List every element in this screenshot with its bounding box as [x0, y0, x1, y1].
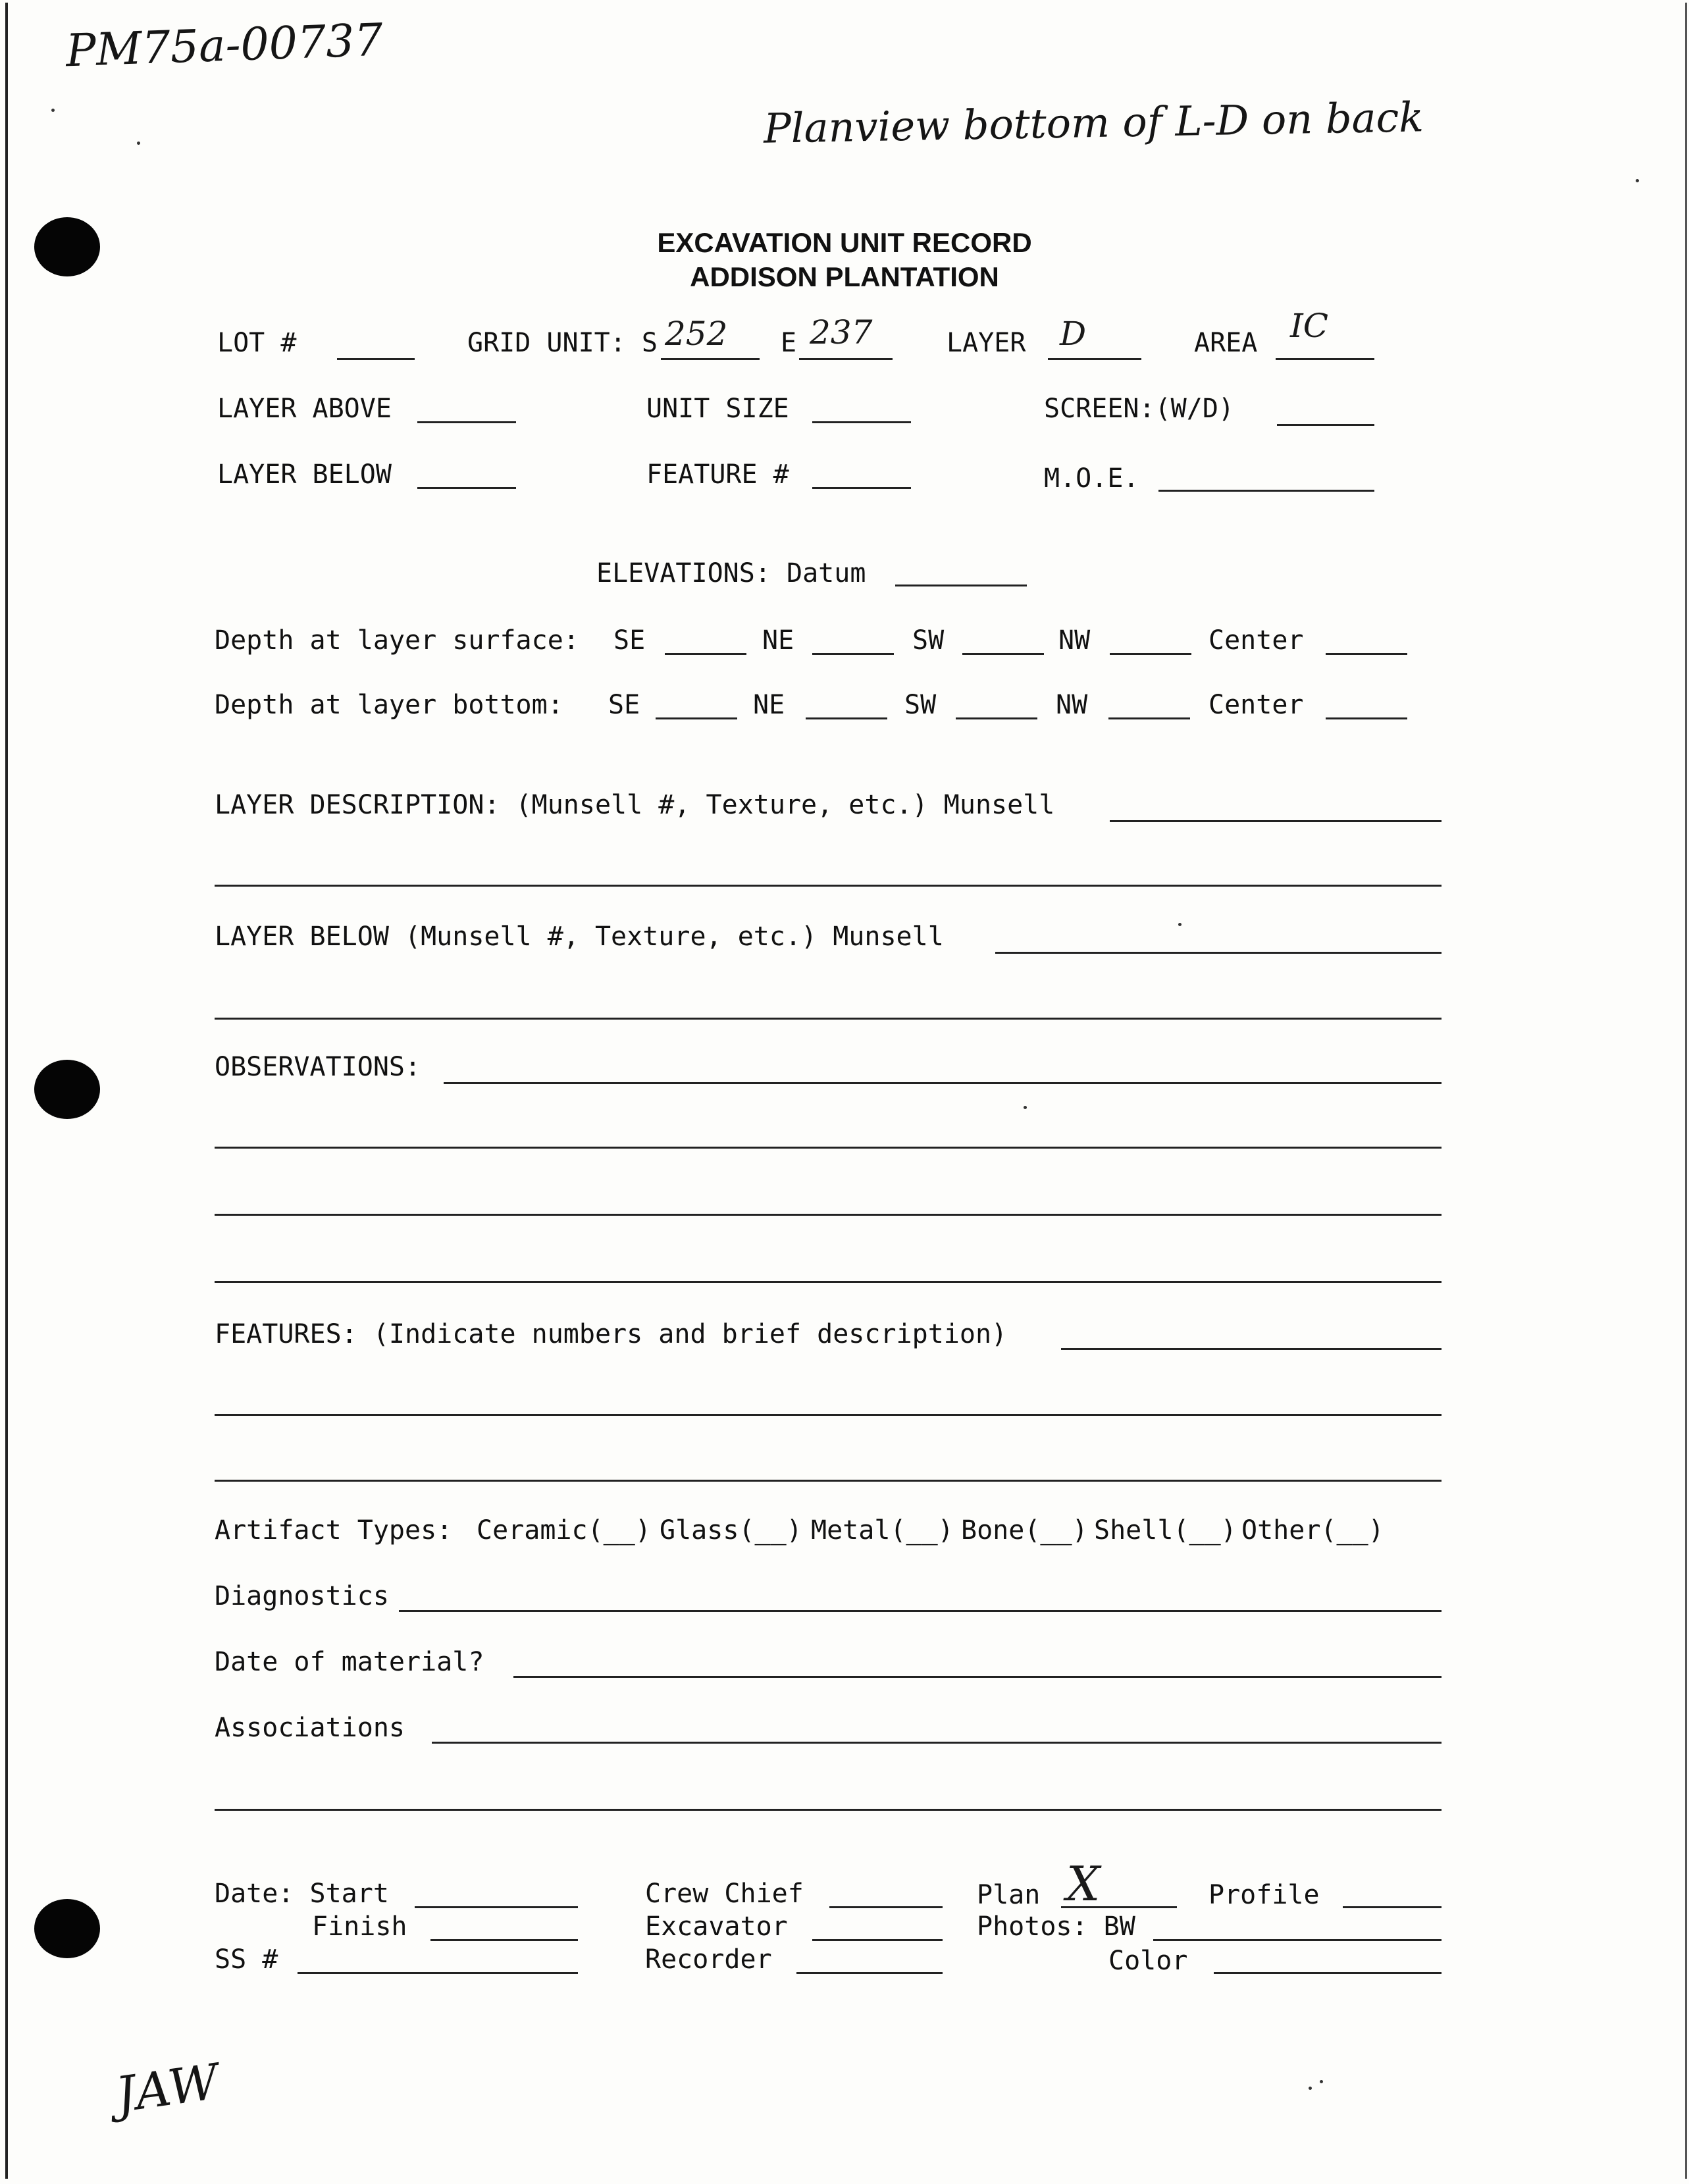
initials-handwritten: JAW	[112, 2053, 222, 2124]
bottom-nw-line	[1108, 717, 1190, 719]
speck	[137, 142, 140, 145]
layer-line	[1048, 358, 1141, 360]
artifact-metal: Metal(__)	[811, 1515, 954, 1546]
area-line	[1276, 358, 1374, 360]
surface-nw-line	[1110, 653, 1191, 655]
grid-unit-s-value: 252	[665, 315, 728, 353]
surface-se-line	[665, 653, 746, 655]
moe-line	[1158, 490, 1374, 492]
bottom-ne-line	[806, 717, 887, 719]
observations-line-4	[215, 1281, 1442, 1283]
layer-description-line-1	[1110, 820, 1442, 822]
bottom-se-label: SE	[608, 690, 640, 720]
layer-below-description-label: LAYER BELOW (Munsell #, Texture, etc.) Munsell	[215, 922, 944, 952]
elevations-datum-label: ELEVATIONS: Datum	[596, 558, 866, 588]
datum-line	[895, 585, 1027, 586]
depth-bottom-label: Depth at layer bottom:	[215, 690, 563, 720]
profile-line	[1343, 1906, 1442, 1908]
associations-line-1	[432, 1742, 1442, 1744]
feature-line	[812, 487, 911, 489]
lot-line	[337, 358, 415, 360]
excavator-line	[812, 1939, 943, 1941]
grid-unit-e-value: 237	[810, 313, 873, 351]
form-subtitle: ADDISON PLANTATION	[690, 261, 999, 292]
layer-below-line	[417, 487, 516, 489]
lot-label: LOT #	[217, 328, 297, 358]
surface-nw-label: NW	[1058, 625, 1091, 656]
area-label: AREA	[1194, 328, 1258, 358]
observations-line-2	[215, 1147, 1442, 1149]
artifact-types-label: Artifact Types:	[215, 1515, 453, 1546]
speck	[1024, 1106, 1027, 1109]
artifact-ceramic: Ceramic(__)	[477, 1515, 651, 1546]
layer-below-label: LAYER BELOW	[217, 459, 392, 490]
grid-s-line	[661, 358, 760, 360]
crew-chief-label: Crew Chief	[645, 1879, 804, 1909]
unit-size-label: UNIT SIZE	[646, 394, 789, 424]
depth-surface-label: Depth at layer surface:	[215, 625, 579, 656]
speck	[1636, 179, 1639, 182]
ss-label: SS #	[215, 1944, 278, 1975]
photos-bw-label: Photos: BW	[977, 1911, 1135, 1942]
feature-label: FEATURE #	[646, 459, 789, 490]
associations-label: Associations	[215, 1713, 405, 1743]
top-note-handwritten: Planview bottom of L-D on back	[763, 93, 1424, 153]
bottom-sw-line	[956, 717, 1037, 719]
bottom-sw-label: SW	[904, 690, 937, 720]
features-line-1	[1061, 1348, 1442, 1350]
layer-below-line-1	[995, 952, 1442, 954]
artifact-other: Other(__)	[1241, 1515, 1384, 1546]
surface-sw-line	[962, 653, 1044, 655]
unit-size-line	[812, 421, 911, 423]
layer-label: LAYER	[947, 328, 1026, 358]
associations-line-2	[215, 1809, 1442, 1811]
recorder-line	[796, 1972, 943, 1974]
surface-center-label: Center	[1208, 625, 1304, 656]
features-label: FEATURES: (Indicate numbers and brief description)	[215, 1319, 1008, 1349]
surface-center-line	[1326, 653, 1407, 655]
speck	[1178, 923, 1182, 926]
grid-e-line	[799, 358, 893, 360]
date-of-material-line	[513, 1676, 1442, 1678]
plan-line	[1061, 1906, 1177, 1908]
speck	[1320, 2080, 1323, 2083]
grid-unit-label: GRID UNIT: S	[467, 328, 658, 358]
layer-above-line	[417, 421, 516, 423]
bottom-se-line	[656, 717, 737, 719]
date-start-line	[415, 1906, 578, 1908]
finish-line	[430, 1939, 578, 1941]
artifact-glass: Glass(__)	[660, 1515, 802, 1546]
recorder-label: Recorder	[645, 1944, 772, 1975]
grid-e-label: E	[781, 328, 797, 358]
area-value: IC	[1290, 307, 1329, 345]
diagnostics-label: Diagnostics	[215, 1581, 389, 1611]
document-id-handwritten: PM75a-00737	[65, 14, 384, 78]
profile-label: Profile	[1208, 1880, 1320, 1910]
ss-line	[298, 1972, 578, 1974]
speck	[1309, 2087, 1312, 2090]
diagnostics-line	[399, 1610, 1442, 1612]
plan-checkmark: X	[1066, 1856, 1101, 1911]
bottom-ne-label: NE	[753, 690, 785, 720]
layer-below-line-2	[215, 1018, 1442, 1020]
bottom-center-line	[1326, 717, 1407, 719]
surface-ne-label: NE	[762, 625, 794, 656]
observations-label: OBSERVATIONS:	[215, 1052, 421, 1082]
features-line-3	[215, 1480, 1442, 1482]
artifact-shell: Shell(__)	[1094, 1515, 1237, 1546]
surface-sw-label: SW	[912, 625, 945, 656]
excavator-label: Excavator	[645, 1911, 788, 1942]
bottom-center-label: Center	[1208, 690, 1304, 720]
color-line	[1214, 1972, 1442, 1974]
layer-above-label: LAYER ABOVE	[217, 394, 392, 424]
observations-line-1	[444, 1082, 1442, 1084]
crew-chief-line	[829, 1906, 943, 1908]
moe-label: M.O.E.	[1044, 463, 1139, 494]
layer-description-label: LAYER DESCRIPTION: (Munsell #, Texture, etc.) Munsell	[215, 790, 1055, 820]
photos-bw-line	[1153, 1939, 1442, 1941]
punch-hole-bottom	[34, 1899, 100, 1958]
surface-ne-line	[812, 653, 894, 655]
layer-value: D	[1060, 315, 1087, 353]
plan-label: Plan	[977, 1880, 1041, 1910]
punch-hole-middle	[34, 1060, 100, 1119]
finish-label: Finish	[312, 1911, 407, 1942]
layer-description-line-2	[215, 885, 1442, 887]
date-start-label: Date: Start	[215, 1879, 389, 1909]
screen-line	[1277, 424, 1374, 426]
form-title: EXCAVATION UNIT RECORD	[657, 227, 1032, 258]
bottom-nw-label: NW	[1056, 690, 1088, 720]
date-of-material-label: Date of material?	[215, 1647, 484, 1677]
features-line-2	[215, 1414, 1442, 1416]
surface-se-label: SE	[613, 625, 646, 656]
artifact-bone: Bone(__)	[961, 1515, 1088, 1546]
color-label: Color	[1108, 1946, 1188, 1976]
observations-line-3	[215, 1214, 1442, 1216]
speck	[51, 109, 55, 112]
screen-label: SCREEN:(W/D)	[1044, 394, 1234, 424]
